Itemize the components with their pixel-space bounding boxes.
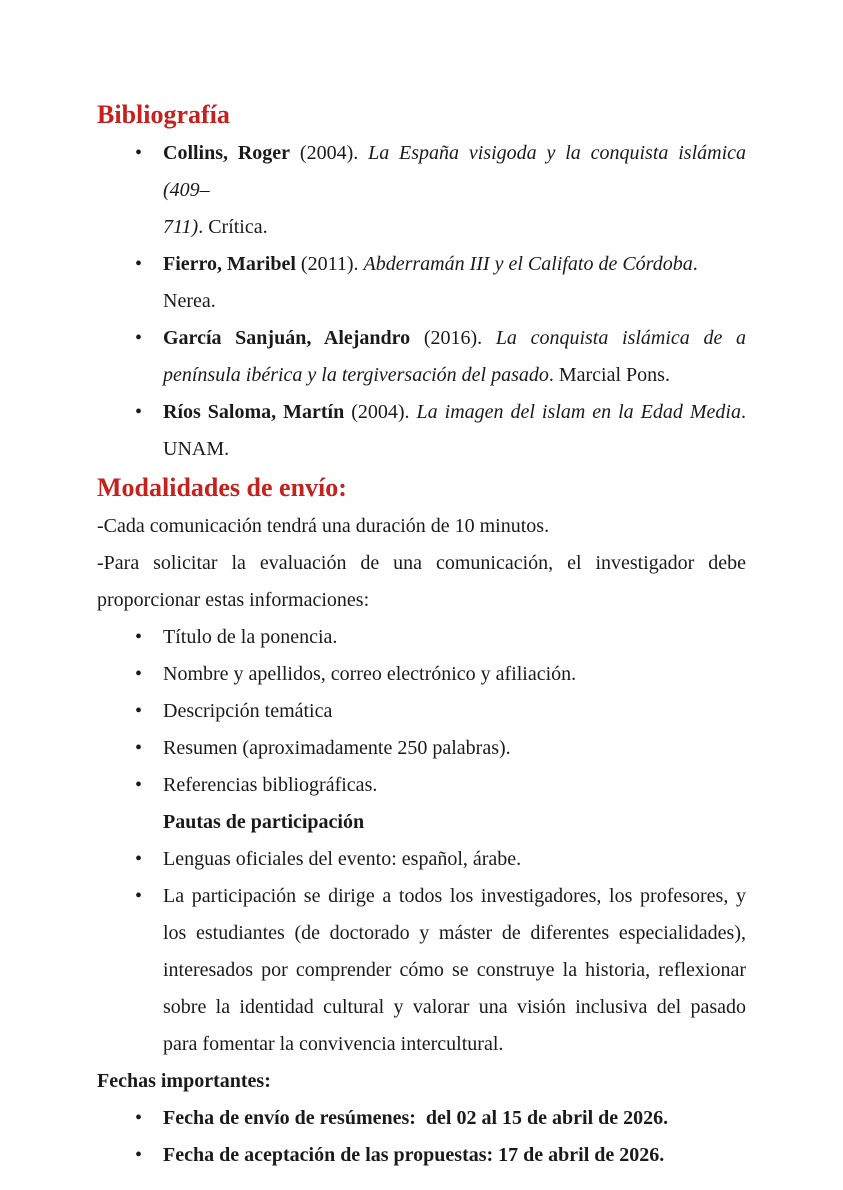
text-run: Nombre y apellidos, correo electrónico y afiliación.: [163, 663, 577, 685]
text-run: . Marcial Pons.: [548, 364, 670, 386]
text-run: -Cada comunicación tendrá una duración de 10 minutos.: [97, 515, 550, 537]
bullet-icon: •: [135, 626, 143, 648]
text-line: [163, 246, 746, 320]
text-line: [163, 693, 746, 730]
text-line: [97, 95, 746, 135]
list-item-nombre: [97, 656, 746, 693]
list-item-descripcion: [97, 693, 746, 730]
text-line: [163, 135, 746, 209]
text-line: [163, 841, 746, 878]
date-item-envio: [97, 1100, 746, 1137]
text-run: Título de la ponencia.: [163, 626, 338, 648]
text-run: La participación se dirige a todos los investigadores, los profesores, y: [163, 885, 746, 907]
text-line: [163, 619, 746, 656]
text-run: . Nerea.: [163, 253, 698, 312]
text-line: [163, 1100, 746, 1137]
text-line: [97, 545, 746, 582]
text-run: interesados por comprender cómo se construye la historia, reflexionar: [163, 959, 746, 981]
text-line: [163, 431, 746, 468]
list-item-resumen: [97, 730, 746, 767]
body-paragraph-duracion: [97, 508, 746, 545]
text-run: Bibliografía: [97, 100, 230, 129]
text-line: [163, 915, 746, 952]
text-run: UNAM.: [163, 438, 230, 460]
text-line: [163, 656, 746, 693]
text-run: sobre la identidad cultural y valorar una visión inclusiva del pasado: [163, 996, 746, 1018]
text-line: [163, 952, 746, 989]
text-run: Fechas importantes:: [97, 1070, 271, 1092]
text-run: 711): [163, 216, 199, 238]
bullet-icon: •: [135, 885, 143, 907]
text-line: [163, 357, 746, 394]
text-line: [163, 209, 746, 246]
text-run: Modalidades de envío:: [97, 473, 347, 502]
text-line: [163, 730, 746, 767]
text-run: (2004).: [344, 401, 417, 423]
text-run: Abderramán III y el Califato de Córdoba: [363, 253, 693, 275]
text-run: .: [740, 401, 746, 423]
bullet-icon: •: [135, 1144, 143, 1166]
text-run: Fecha de aceptación de las propuestas: 17 de abril de 2026.: [163, 1144, 665, 1166]
text-run: García Sanjuán, Alejandro: [163, 327, 411, 349]
text-run: Ríos Saloma, Martín: [163, 401, 345, 423]
bullet-icon: •: [135, 700, 143, 722]
text-line: [163, 1137, 746, 1174]
bullet-icon: •: [135, 327, 143, 349]
text-run: (2011).: [295, 253, 364, 275]
text-run: Pautas de participación: [163, 811, 365, 833]
pautas-subheading: [97, 804, 746, 841]
bibliography-heading: [97, 95, 746, 135]
text-run: Referencias bibliográficas.: [163, 774, 378, 796]
bullet-icon: •: [135, 253, 143, 275]
text-run: (2016).: [410, 327, 496, 349]
bullet-icon: •: [135, 737, 143, 759]
text-line: [163, 989, 746, 1026]
bibliography-entry-fierro: [97, 246, 746, 320]
text-line: [97, 1063, 746, 1100]
bibliography-entry-collins: [97, 135, 746, 246]
text-line: [163, 878, 746, 915]
list-item-lenguas: [97, 841, 746, 878]
text-run: Collins, Roger: [163, 142, 291, 164]
text-run: los estudiantes (de doctorado y máster de diferentes especialidades),: [163, 922, 746, 944]
text-line: [97, 582, 746, 619]
list-item-participacion: [97, 878, 746, 1063]
text-run: península ibérica y la tergiversación del pasado: [163, 364, 549, 386]
bullet-icon: •: [135, 663, 143, 685]
text-run: . Crítica.: [198, 216, 268, 238]
bullet-icon: •: [135, 848, 143, 870]
text-line: [163, 1026, 746, 1063]
date-item-aceptacion: [97, 1137, 746, 1174]
list-item-referencias: [97, 767, 746, 804]
bullet-icon: •: [135, 401, 143, 423]
text-run: Fierro, Maribel: [163, 253, 296, 275]
text-line: [163, 394, 746, 431]
text-run: La conquista islámica de a: [495, 327, 746, 349]
text-line: [163, 804, 746, 841]
text-run: -Para solicitar la evaluación de una comunicación, el investigador debe: [97, 552, 746, 574]
text-run: para fomentar la convivencia intercultural.: [163, 1033, 504, 1055]
text-run: La España visigoda y la conquista islámica (409–: [163, 142, 746, 201]
text-run: La imagen del islam en la Edad Media: [416, 401, 741, 423]
text-run: proporcionar estas informaciones:: [97, 589, 370, 611]
text-line: [97, 468, 746, 508]
text-run: Fecha de envío de resúmenes: del 02 al 15 de abril de 2026.: [163, 1107, 669, 1129]
text-line: [163, 767, 746, 804]
text-run: Resumen (aproximadamente 250 palabras).: [163, 737, 511, 759]
text-run: Descripción temática: [163, 700, 333, 722]
list-item-titulo: [97, 619, 746, 656]
text-run: (2004).: [290, 142, 369, 164]
body-paragraph-solicitar: [97, 545, 746, 619]
text-line: [163, 320, 746, 357]
text-run: Lenguas oficiales del evento: español, árabe.: [163, 848, 522, 870]
bullet-icon: •: [135, 774, 143, 796]
fechas-heading: [97, 1063, 746, 1100]
bullet-icon: •: [135, 1107, 143, 1129]
modalidades-heading: [97, 468, 746, 508]
bibliography-entry-garcia: [97, 320, 746, 394]
bibliography-entry-rios: [97, 394, 746, 468]
text-line: [97, 508, 746, 545]
bullet-icon: •: [135, 142, 143, 164]
